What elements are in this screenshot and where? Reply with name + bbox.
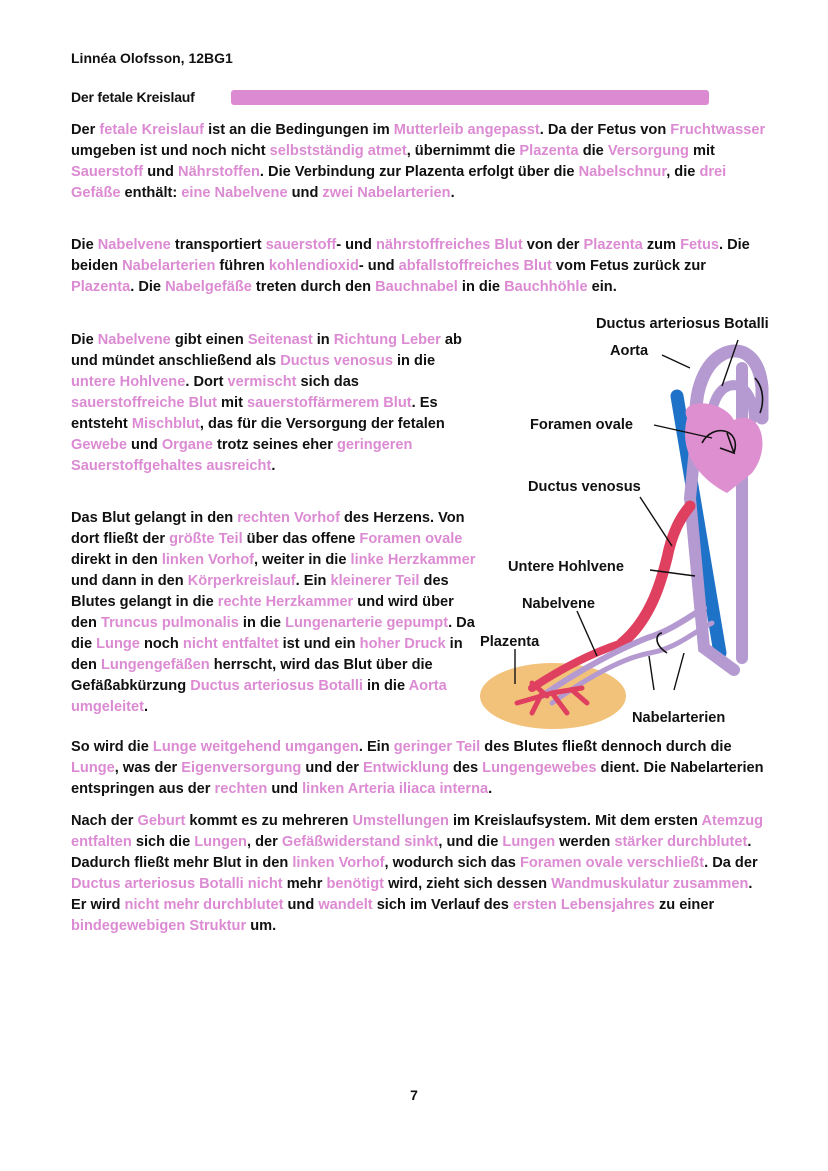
- paragraph-umbilical-vessels: [71, 235, 771, 298]
- highlighted-term: größte Teil: [169, 531, 243, 547]
- leader-nabelarterien-1: [649, 656, 654, 690]
- author-name: Linnéa Olofsson, 12BG1: [71, 50, 233, 66]
- body-text: führen: [215, 258, 269, 274]
- body-text: in die: [238, 615, 286, 631]
- paragraph-lung-bypass: [71, 737, 771, 800]
- body-text: des Blutes fließt dennoch durch die: [480, 739, 732, 755]
- body-text: dient. Die Nabelarterien entspringen aus der: [71, 760, 764, 797]
- highlighted-term: Plazenta: [71, 279, 131, 295]
- highlighted-term: Lunge weitgehend umgangen: [152, 739, 359, 755]
- body-text: in die: [457, 279, 505, 295]
- body-text: und: [283, 897, 319, 913]
- body-text: Die: [71, 237, 98, 253]
- highlighted-term: Lunge: [96, 636, 140, 652]
- body-text: mit: [688, 143, 715, 159]
- umbilical-arteries-vessel: [542, 608, 704, 696]
- highlighted-term: Plazenta: [519, 143, 579, 159]
- highlighted-term: kleinerer Teil: [330, 573, 420, 589]
- body-text: sich im Verlauf des: [372, 897, 513, 913]
- highlighted-term: Nährstoffen: [178, 164, 260, 180]
- highlighted-term: Lunge: [71, 760, 115, 776]
- highlighted-term: Gefäßwiderstand sinkt: [281, 834, 439, 850]
- body-text: . Die Verbindung zur Plazenta erfolgt über die: [259, 164, 579, 180]
- highlighted-term: Versorgung: [607, 143, 689, 159]
- body-text: von der: [522, 237, 584, 253]
- highlighted-term: hoher Druck: [359, 636, 446, 652]
- page-title: Der fetale Kreislauf: [71, 89, 195, 105]
- highlighted-term: Foramen ovale: [359, 531, 463, 547]
- body-text: und: [267, 781, 303, 797]
- body-text: ist und ein: [278, 636, 360, 652]
- highlighted-term: linken Vorhof: [292, 855, 385, 871]
- body-text: mehr: [282, 876, 327, 892]
- body-text: - und: [336, 237, 376, 253]
- highlighted-term: geringer Teil: [393, 739, 481, 755]
- highlighted-term: Lungengefäßen: [101, 657, 210, 673]
- highlighted-term: Richtung Leber: [333, 332, 441, 348]
- body-text: .: [450, 185, 455, 201]
- body-text: Der: [71, 122, 100, 138]
- highlighted-term: Ductus arteriosus Botalli: [190, 678, 363, 694]
- leader-ductus-venosus: [640, 497, 672, 546]
- body-text: , weiter in die: [254, 552, 351, 568]
- highlighted-term: Fruchtwasser: [670, 122, 766, 138]
- paragraph-after-birth: [71, 811, 771, 937]
- body-text: .: [143, 699, 149, 715]
- body-text: .: [488, 781, 493, 797]
- title-highlight-bar: [231, 90, 709, 105]
- highlighted-term: Ductus arteriosus Botalli nicht: [71, 876, 283, 892]
- highlighted-term: Mischblut: [131, 416, 200, 432]
- highlighted-term: Aorta umgeleitet: [71, 678, 447, 715]
- body-text: herrscht, wird das Blut über die Gefäßabkürzung: [71, 657, 433, 694]
- highlighted-term: nährstoffreiches Blut: [375, 237, 523, 253]
- highlighted-term: rechten Vorhof: [237, 510, 340, 526]
- highlighted-term: wandelt: [318, 897, 373, 913]
- body-text: Nach der: [71, 813, 138, 829]
- highlighted-term: vermischt: [227, 374, 297, 390]
- highlighted-term: linken Vorhof: [161, 552, 254, 568]
- body-text: - und: [358, 258, 399, 274]
- body-text: . Es entsteht: [71, 395, 438, 432]
- body-text: des Blutes gelangt in die: [71, 573, 449, 610]
- highlighted-term: sauerstoffreiche Blut: [71, 395, 217, 411]
- body-text: sich die: [131, 834, 195, 850]
- body-text: in den: [71, 636, 463, 673]
- highlighted-term: sauerstoffärmerem Blut: [246, 395, 412, 411]
- highlighted-term: Lungengewebes: [482, 760, 597, 776]
- body-text: transportiert: [170, 237, 266, 253]
- page-number: 7: [410, 1087, 418, 1103]
- body-text: umgeben ist und noch nicht: [71, 143, 270, 159]
- body-text: .: [271, 458, 276, 474]
- label-ductus-arteriosus: Ductus arteriosus Botalli: [596, 316, 769, 332]
- body-text: enthält:: [120, 185, 182, 201]
- highlighted-term: Entwicklung: [362, 760, 449, 776]
- body-text: . Er wird: [71, 876, 753, 913]
- highlighted-term: eine Nabelvene: [181, 185, 288, 201]
- body-text: die: [578, 143, 608, 159]
- body-text: kommt es zu mehreren: [185, 813, 353, 829]
- highlighted-term: Nabelvene: [97, 332, 171, 348]
- highlighted-term: Eigenversorgung: [181, 760, 302, 776]
- body-text: wird, zieht sich dessen: [384, 876, 552, 892]
- highlighted-term: abfallstoffreiches Blut: [398, 258, 552, 274]
- highlighted-term: Seitenast: [247, 332, 313, 348]
- highlighted-term: Gewebe: [71, 437, 127, 453]
- paragraph-ductus-venosus: [71, 330, 471, 477]
- highlighted-term: drei Gefäße: [71, 164, 727, 201]
- highlighted-term: Plazenta: [583, 237, 643, 253]
- highlighted-term: nicht entfaltet: [182, 636, 279, 652]
- body-text: und: [143, 164, 179, 180]
- paragraph-heart-flow: [71, 508, 476, 718]
- fetal-circulation-diagram: [472, 308, 828, 733]
- body-text: Das Blut gelangt in den: [71, 510, 238, 526]
- highlighted-term: Ductus venosus: [280, 353, 393, 369]
- body-text: . Da der Fetus von: [539, 122, 671, 138]
- body-text: und: [287, 185, 323, 201]
- body-text: , das für die Versorgung der fetalen: [199, 416, 445, 432]
- body-text: im Kreislaufsystem. Mit dem ersten: [448, 813, 702, 829]
- body-text: sich das: [296, 374, 359, 390]
- body-text: , der: [246, 834, 282, 850]
- body-text: . Da die: [71, 615, 475, 652]
- highlighted-term: Nabelschnur: [578, 164, 667, 180]
- title-row: [71, 89, 711, 107]
- body-text: . Die: [130, 279, 166, 295]
- highlighted-term: Lungen: [502, 834, 556, 850]
- highlighted-term: selbstständig atmet: [269, 143, 407, 159]
- highlighted-term: Lungenarterie gepumpt: [285, 615, 449, 631]
- body-text: , übernimmt die: [406, 143, 520, 159]
- paragraph-intro: [71, 120, 771, 204]
- leader-nabelvene: [577, 611, 597, 656]
- body-text: werden: [555, 834, 615, 850]
- highlighted-term: Lungen: [194, 834, 247, 850]
- body-text: . Dort: [185, 374, 228, 390]
- body-text: , und die: [438, 834, 503, 850]
- body-text: . Da der: [704, 855, 758, 871]
- highlighted-term: nicht mehr durchblutet: [124, 897, 284, 913]
- body-text: vom Fetus zurück zur: [551, 258, 706, 274]
- highlighted-term: sauerstoff: [265, 237, 337, 253]
- highlighted-term: zwei Nabelarterien: [322, 185, 451, 201]
- body-text: und der: [301, 760, 363, 776]
- highlighted-term: rechte Herzkammer: [217, 594, 354, 610]
- body-text: und wird über den: [71, 594, 454, 631]
- body-text: und dann in den: [71, 573, 188, 589]
- body-text: treten durch den: [251, 279, 376, 295]
- label-aorta: Aorta: [610, 343, 649, 359]
- highlighted-term: Nabelvene: [97, 237, 171, 253]
- body-text: So wird die: [71, 739, 153, 755]
- body-text: ein.: [587, 279, 617, 295]
- highlighted-term: Organe: [161, 437, 213, 453]
- body-text: direkt in den: [71, 552, 162, 568]
- highlighted-term: Umstellungen: [352, 813, 449, 829]
- highlighted-term: fetale Kreislauf: [99, 122, 205, 138]
- highlighted-term: Truncus pulmonalis: [101, 615, 239, 631]
- highlighted-term: Bauchhöhle: [504, 279, 588, 295]
- body-text: Die: [71, 332, 98, 348]
- label-nabelvene: Nabelvene: [522, 596, 596, 612]
- body-text: . Ein: [295, 573, 331, 589]
- body-text: , was der: [114, 760, 182, 776]
- highlighted-term: Fetus: [680, 237, 719, 253]
- body-text: zum: [642, 237, 681, 253]
- body-text: . Ein: [358, 739, 394, 755]
- body-text: . Dadurch fließt mehr Blut in den: [71, 834, 752, 871]
- label-untere-hohlvene: Untere Hohlvene: [508, 559, 624, 575]
- body-text: in: [312, 332, 334, 348]
- highlighted-term: Wandmuskulatur zusammen: [551, 876, 749, 892]
- body-text: noch: [139, 636, 183, 652]
- highlighted-term: Körperkreislauf: [187, 573, 296, 589]
- body-text: ist an die Bedingungen im: [204, 122, 394, 138]
- leader-nabelarterien-2: [674, 653, 684, 690]
- highlighted-term: geringeren Sauerstoffgehaltes ausreicht: [71, 437, 413, 474]
- label-ductus-venosus: Ductus venosus: [528, 479, 641, 495]
- label-foramen-ovale: Foramen ovale: [530, 417, 634, 433]
- body-text: in die: [392, 353, 436, 369]
- highlighted-term: rechten: [214, 781, 268, 797]
- highlighted-term: bindegewebigen Struktur: [71, 918, 247, 934]
- highlighted-term: Mutterleib angepasst: [393, 122, 540, 138]
- body-text: , die: [666, 164, 700, 180]
- highlighted-term: Geburt: [137, 813, 186, 829]
- body-text: mit: [216, 395, 247, 411]
- body-text: . Die beiden: [71, 237, 750, 274]
- highlighted-term: benötigt: [326, 876, 385, 892]
- label-nabelarterien: Nabelarterien: [632, 710, 726, 726]
- body-text: und: [126, 437, 162, 453]
- leader-aorta: [662, 355, 690, 368]
- highlighted-term: ersten Lebensjahres: [512, 897, 655, 913]
- highlighted-term: kohlendioxid: [268, 258, 359, 274]
- body-text: , wodurch sich das: [384, 855, 520, 871]
- body-text: um.: [246, 918, 277, 934]
- body-text: über das offene: [242, 531, 360, 547]
- highlighted-term: stärker durchblutet: [614, 834, 748, 850]
- highlighted-term: Nabelarterien: [122, 258, 216, 274]
- highlighted-term: linke Herzkammer: [350, 552, 476, 568]
- body-text: zu einer: [654, 897, 715, 913]
- highlighted-term: linken Arteria iliaca interna: [302, 781, 489, 797]
- body-text: trotz seines eher: [212, 437, 338, 453]
- highlighted-term: Bauchnabel: [375, 279, 458, 295]
- body-text: ab und mündet anschließend als: [71, 332, 462, 369]
- body-text: des: [448, 760, 483, 776]
- body-text: in die: [362, 678, 409, 694]
- highlighted-term: Foramen ovale verschließt: [519, 855, 705, 871]
- highlighted-term: Sauerstoff: [71, 164, 144, 180]
- highlighted-term: untere Hohlvene: [71, 374, 186, 390]
- highlighted-term: Nabelgefäße: [165, 279, 252, 295]
- highlighted-term: Atemzug entfalten: [71, 813, 764, 850]
- body-text: des Herzens. Von dort fließt der: [71, 510, 465, 547]
- label-plazenta: Plazenta: [480, 634, 540, 650]
- body-text: gibt einen: [170, 332, 248, 348]
